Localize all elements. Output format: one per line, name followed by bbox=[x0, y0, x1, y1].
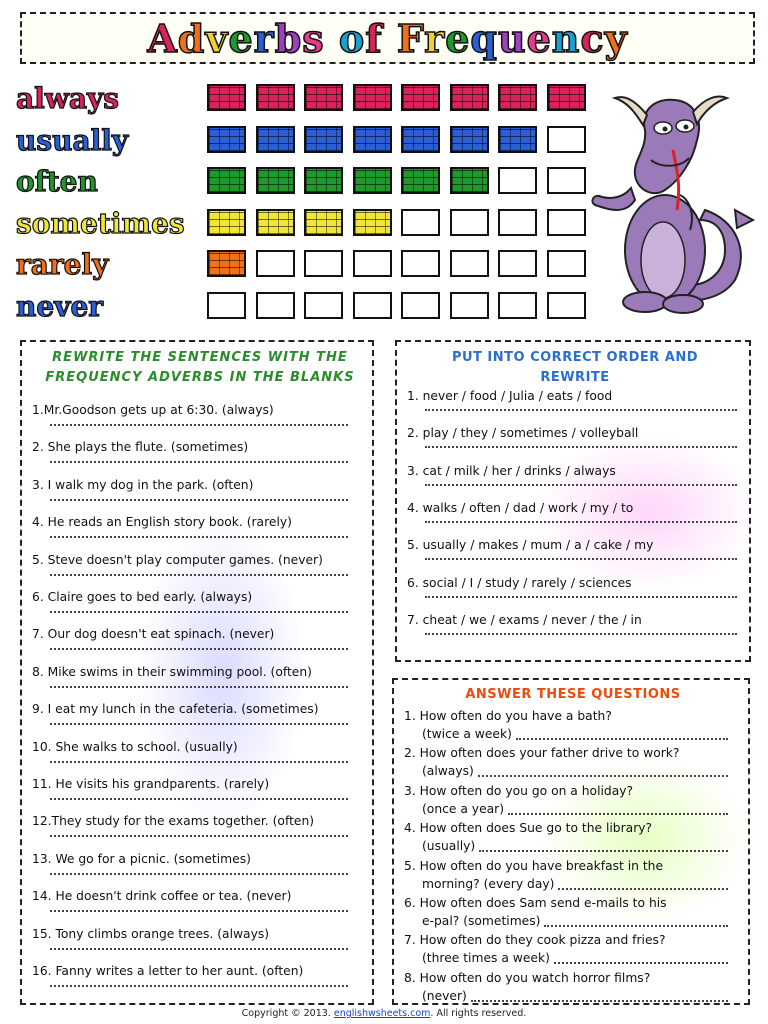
scale-label-sometimes: sometimes bbox=[16, 206, 185, 240]
correct-order-section bbox=[395, 340, 751, 662]
question-item: 6. How often does Sam send e-mails to his bbox=[404, 896, 667, 910]
order-item: 3. cat / milk / her / drinks / always bbox=[407, 463, 616, 478]
answer-line[interactable] bbox=[425, 446, 737, 448]
title-letter: q bbox=[470, 16, 498, 61]
filled-brick-cell bbox=[207, 167, 246, 194]
order-item: 6. social / I / study / rarely / sciences bbox=[407, 575, 632, 590]
answer-line[interactable] bbox=[50, 686, 348, 688]
answer-line[interactable] bbox=[544, 925, 728, 927]
question-hint: (always) bbox=[422, 764, 474, 779]
scale-label-never: never bbox=[16, 289, 104, 323]
answer-line[interactable] bbox=[50, 461, 348, 463]
question-item: 7. How often do they cook pizza and fries? bbox=[404, 933, 666, 948]
filled-brick-cell bbox=[304, 84, 343, 111]
answer-line[interactable] bbox=[50, 948, 348, 950]
question-hint: (once a year) bbox=[422, 801, 505, 816]
answer-line[interactable] bbox=[50, 723, 348, 725]
empty-cell bbox=[547, 250, 586, 277]
title-letter: r bbox=[253, 16, 275, 61]
title-letter: n bbox=[551, 16, 581, 61]
empty-cell bbox=[450, 250, 489, 277]
sentence-item: 8. Mike swims in their swimming pool. (often) bbox=[32, 664, 312, 679]
answer-line[interactable] bbox=[554, 962, 728, 964]
filled-brick-cell bbox=[207, 250, 246, 277]
sentence-item: 12.They study for the exams together. (often) bbox=[32, 814, 315, 829]
empty-cell bbox=[498, 250, 537, 277]
sentence-item: 7. Our dog doesn't eat spinach. (never) bbox=[32, 627, 275, 642]
empty-cell bbox=[256, 292, 295, 319]
scale-label-rarely: rarely bbox=[16, 248, 109, 281]
sentence-item: 9. I eat my lunch in the cafeteria. (sometimes) bbox=[32, 702, 319, 717]
filled-brick-cell bbox=[256, 84, 295, 111]
empty-cell bbox=[547, 167, 586, 194]
filled-brick-cell bbox=[304, 126, 343, 153]
filled-brick-cell bbox=[256, 209, 295, 236]
title-letter: y bbox=[604, 16, 628, 61]
filled-brick-cell bbox=[256, 167, 295, 194]
order-item: 7. cheat / we / exams / never / the / in bbox=[407, 612, 642, 627]
sentence-item: 4. He reads an English story book. (rarely) bbox=[32, 515, 292, 530]
title-letter bbox=[325, 16, 339, 61]
empty-cell bbox=[498, 167, 537, 194]
answer-line[interactable] bbox=[425, 558, 737, 560]
answer-line[interactable] bbox=[508, 813, 728, 815]
section-title-line: PUT INTO CORRECT ORDER AND bbox=[451, 350, 699, 365]
answer-line[interactable] bbox=[50, 761, 348, 763]
filled-brick-cell bbox=[450, 84, 489, 111]
order-item: 1. never / food / Julia / eats / food bbox=[407, 389, 613, 403]
empty-cell bbox=[547, 292, 586, 319]
rights-text: . All rights reserved. bbox=[430, 1008, 527, 1019]
sentence-item: 3. I walk my dog in the park. (often) bbox=[32, 477, 254, 492]
answer-line[interactable] bbox=[516, 738, 728, 740]
filled-brick-cell bbox=[304, 209, 343, 236]
filled-brick-cell bbox=[498, 126, 537, 153]
filled-brick-cell bbox=[256, 126, 295, 153]
empty-cell bbox=[304, 250, 343, 277]
answer-line[interactable] bbox=[50, 985, 348, 987]
sentence-item: 13. We go for a picnic. (sometimes) bbox=[32, 851, 251, 866]
sentence-item: 5. Steve doesn't play computer games. (never) bbox=[32, 552, 323, 567]
section-title-line: FREQUENCY ADVERBS IN THE BLANKS bbox=[45, 370, 355, 385]
sentence-item: 2. She plays the flute. (sometimes) bbox=[32, 440, 249, 455]
title-letter: A bbox=[147, 16, 178, 61]
sentence-item: 14. He doesn't drink coffee or tea. (never) bbox=[32, 889, 292, 904]
order-item: 2. play / they / sometimes / volleyball bbox=[407, 426, 639, 441]
question-item: 4. How often does Sue go to the library? bbox=[404, 821, 653, 836]
filled-brick-cell bbox=[353, 167, 392, 194]
site-link[interactable]: englishwsheets.com bbox=[333, 1008, 431, 1019]
empty-cell bbox=[353, 250, 392, 277]
empty-cell bbox=[401, 250, 440, 277]
filled-brick-cell bbox=[207, 126, 246, 153]
title-letter: e bbox=[228, 16, 254, 61]
question-item: 1. How often do you have a bath? bbox=[404, 709, 612, 723]
dragon-illustration bbox=[585, 80, 755, 320]
order-item: 4. walks / often / dad / work / my / to bbox=[407, 500, 634, 515]
filled-brick-cell bbox=[401, 84, 440, 111]
filled-brick-cell bbox=[547, 84, 586, 111]
filled-brick-cell bbox=[498, 84, 537, 111]
scale-label-usually: usually bbox=[16, 123, 129, 157]
empty-cell bbox=[498, 292, 537, 319]
empty-cell bbox=[450, 209, 489, 236]
title-letter: v bbox=[205, 16, 229, 61]
title-letter: b bbox=[274, 16, 303, 61]
answer-line[interactable] bbox=[50, 873, 348, 875]
answer-line[interactable] bbox=[478, 775, 728, 777]
sentence-item: 11. He visits his grandparents. (rarely) bbox=[32, 777, 270, 791]
answer-line[interactable] bbox=[50, 835, 348, 837]
title-letter: d bbox=[177, 16, 206, 61]
title-letter: r bbox=[424, 16, 446, 61]
question-hint: (usually) bbox=[422, 839, 476, 854]
answer-line[interactable] bbox=[425, 633, 737, 635]
sentence-item: 15. Tony climbs orange trees. (always) bbox=[32, 926, 270, 941]
answer-line[interactable] bbox=[50, 910, 348, 912]
title-letter: u bbox=[497, 16, 527, 61]
order-item: 5. usually / makes / mum / a / cake / my bbox=[407, 538, 654, 553]
filled-brick-cell bbox=[401, 126, 440, 153]
filled-brick-cell bbox=[353, 209, 392, 236]
answer-line[interactable] bbox=[50, 798, 348, 800]
answer-line[interactable] bbox=[50, 536, 348, 538]
answer-line[interactable] bbox=[471, 1000, 728, 1002]
question-hint: (three times a week) bbox=[422, 951, 550, 966]
answer-line[interactable] bbox=[425, 484, 737, 486]
section-title bbox=[407, 348, 743, 388]
question-item: 2. How often does your father drive to work? bbox=[404, 746, 680, 761]
answer-line[interactable] bbox=[50, 648, 348, 650]
answer-line[interactable] bbox=[50, 574, 348, 576]
question-item: 8. How often do you watch horror films? bbox=[404, 970, 651, 985]
answer-line[interactable] bbox=[479, 850, 728, 852]
question-hint: morning? (every day) bbox=[422, 876, 555, 891]
filled-brick-cell bbox=[207, 84, 246, 111]
title-letter: o bbox=[338, 16, 366, 61]
sentence-item: 16. Fanny writes a letter to her aunt. (often) bbox=[32, 964, 304, 978]
empty-cell bbox=[450, 292, 489, 319]
question-hint: e-pal? (sometimes) bbox=[422, 914, 541, 928]
section-title-line: REWRITE bbox=[540, 370, 610, 385]
page-title bbox=[22, 16, 753, 61]
rewrite-sentences-section bbox=[20, 340, 374, 1005]
empty-cell bbox=[353, 292, 392, 319]
sentence-item: 10. She walks to school. (usually) bbox=[32, 739, 238, 754]
empty-cell bbox=[547, 209, 586, 236]
filled-brick-cell bbox=[207, 209, 246, 236]
question-item: 5. How often do you have breakfast in the bbox=[404, 858, 664, 873]
title-letter: e bbox=[526, 16, 552, 61]
section-title bbox=[36, 348, 364, 388]
title-letter: s bbox=[302, 16, 325, 61]
answer-line[interactable] bbox=[50, 611, 348, 613]
empty-cell bbox=[401, 292, 440, 319]
copyright-footer bbox=[0, 1008, 768, 1019]
answer-line[interactable] bbox=[425, 596, 737, 598]
title-letter: c bbox=[580, 16, 605, 61]
filled-brick-cell bbox=[304, 167, 343, 194]
question-hint: (twice a week) bbox=[422, 727, 512, 741]
answer-line[interactable] bbox=[50, 424, 348, 426]
sentence-item: 6. Claire goes to bed early. (always) bbox=[32, 590, 253, 604]
answer-line[interactable] bbox=[50, 499, 348, 501]
copyright-text: Copyright © 2013. bbox=[241, 1008, 331, 1019]
empty-cell bbox=[547, 126, 586, 153]
empty-cell bbox=[401, 209, 440, 236]
title-letter bbox=[383, 16, 397, 61]
empty-cell bbox=[207, 292, 246, 319]
section-title-line: REWRITE THE SENTENCES WITH THE bbox=[52, 350, 348, 365]
question-hint: (never) bbox=[422, 988, 467, 1003]
section-title: ANSWER THESE QUESTIONS bbox=[465, 687, 681, 702]
answer-line[interactable] bbox=[558, 888, 728, 890]
answer-line[interactable] bbox=[425, 409, 737, 411]
sentence-item: 1.Mr.Goodson gets up at 6:30. (always) bbox=[32, 403, 274, 417]
title-banner bbox=[20, 12, 755, 64]
filled-brick-cell bbox=[450, 167, 489, 194]
empty-cell bbox=[498, 209, 537, 236]
scale-label-always: always bbox=[16, 82, 120, 115]
filled-brick-cell bbox=[353, 84, 392, 111]
filled-brick-cell bbox=[401, 167, 440, 194]
answer-questions-section bbox=[392, 678, 750, 1005]
filled-brick-cell bbox=[353, 126, 392, 153]
question-item: 3. How often do you go on a holiday? bbox=[404, 783, 634, 798]
title-letter: F bbox=[396, 16, 425, 61]
title-letter: f bbox=[365, 16, 383, 61]
answer-line[interactable] bbox=[425, 521, 737, 523]
filled-brick-cell bbox=[450, 126, 489, 153]
empty-cell bbox=[256, 250, 295, 277]
scale-label-often: often bbox=[16, 165, 98, 198]
empty-cell bbox=[304, 292, 343, 319]
title-letter: e bbox=[445, 16, 471, 61]
